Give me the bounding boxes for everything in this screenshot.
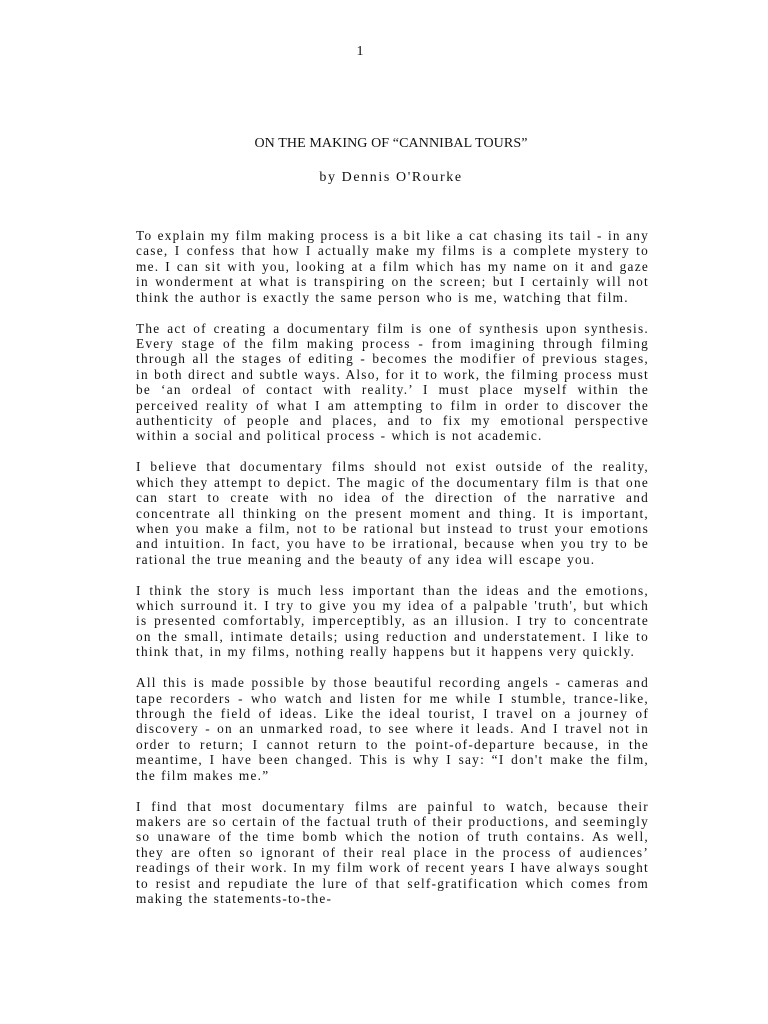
document-body [136,228,649,922]
document-author: by Dennis O'Rourke [319,170,463,185]
paragraph-4: I think the story is much less important than the ideas and the emotions, which surround it. I try to give you my idea of a palpable 'truth', but which is presented comfortably, imperceptibly, as an illusion. I try to concentrate on the small, intimate details; using reduction and understatement. I like to think that, in my films, nothing really happens but it happens very quickly. [136,582,649,660]
paragraph-1: To explain my film making process is a bit like a cat chasing its tail - in any case, I confess that how I actually make my films is a complete mystery to me. I can sit with you, looking at a film which has my name on it and gaze in wonderment at what is transpiring on the screen; but I certainly will not think the author is exactly the same person who is me, watching that film. [136,228,649,305]
paragraph-2: The act of creating a documentary film is one of synthesis upon synthesis. Every stage of the film making process - from imagining through filming through all the stages of editing - becomes the modifier of previous stages, in both direct and subtle ways. Also, for it to work, the filming process must be ‘an ordeal of contact with reality.’ I must place myself within the perceived reality of what I am attempting to film in order to discover the authenticity of people and places, and to fix my emotional perspective within a social and political process - which is not academic. [136,320,649,444]
paragraph-5: All this is made possible by those beautiful recording angels - cameras and tape recorders - who watch and listen for me while I stumble, trance-like, through the field of ideas. Like the ideal tourist, I travel on a journey of discovery - on an unmarked road, to see where it leads. And I travel not in order to return; I cannot return to the point-of-departure because, in the meantime, I have been changed. This is why I say: “I don't make the film, the film makes me.” [136,675,649,783]
page-number: 1 [356,44,364,59]
paragraph-3: I believe that documentary films should not exist outside of the reality, which they attempt to depict. The magic of the documentary film is that one can start to create with no idea of the direction of the narrative and concentrate all thinking on the present moment and thing. It is important, when you make a film, not to be rational but instead to trust your emotions and intuition. In fact, you have to be irrational, because when you try to be rational the true meaning and the beauty of any idea will escape you. [136,459,649,567]
document-title: ON THE MAKING OF “CANNIBAL TOURS” [254,136,528,151]
paragraph-6: I find that most documentary films are painful to watch, because their makers are so certain of the factual truth of their productions, and seemingly so unaware of the time bomb which the notion of truth contains. As well, they are often so ignorant of their real place in the process of audiences’ readings of their work. In my film work of recent years I have always sought to resist and repudiate the lure of that self-gratification which comes from making the statements-to-the- [136,798,649,906]
